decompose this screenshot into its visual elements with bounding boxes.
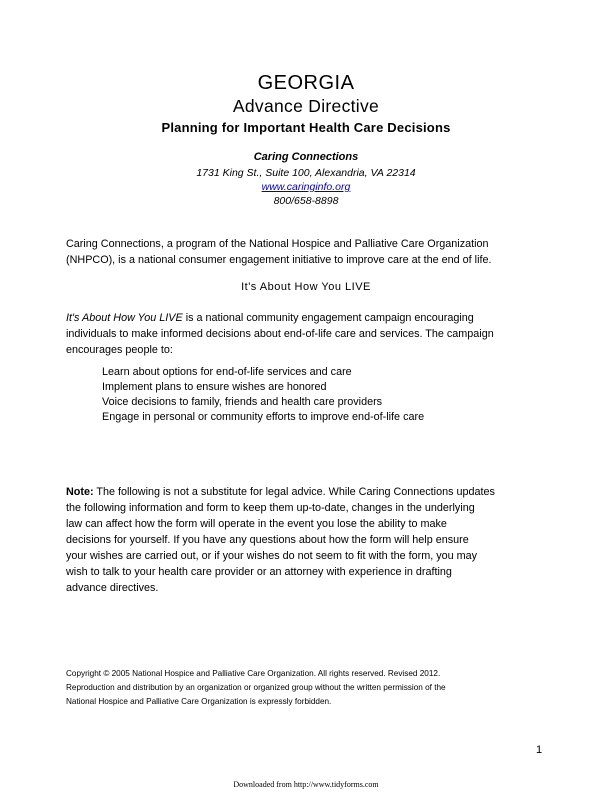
- document-subtitle: Planning for Important Health Care Decisions: [161, 120, 451, 135]
- note-line: law can affect how the form will operate in the event you lose the ability to make: [66, 518, 447, 530]
- download-link[interactable]: http://www.tidyforms.com: [293, 780, 379, 789]
- note-line-text: The following is not a substitute for legal advice. While Caring Connections updates: [93, 486, 495, 498]
- document-title: Advance Directive: [232, 96, 380, 116]
- copyright-line: National Hospice and Palliative Care Organization is expressly forbidden.: [66, 697, 332, 706]
- campaign-line: encourages people to:: [66, 344, 173, 356]
- list-item-initial: E: [102, 411, 110, 423]
- note-line: the following information and form to keep them up-to-date, changes in the underlying: [66, 502, 475, 514]
- note-line: advance directives.: [66, 582, 159, 594]
- campaign-line: [66, 310, 552, 326]
- download-prefix: Downloaded from: [233, 780, 294, 789]
- state-title: GEORGIA: [257, 72, 355, 94]
- copyright-line: Reproduction and distribution by an organization or organized group without the written permission of the: [66, 683, 446, 692]
- list-item-initial: I: [102, 381, 105, 393]
- list-item-text: oice decisions to family, friends and health care providers: [108, 396, 383, 408]
- section-heading: It's About How You LIVE: [241, 281, 371, 293]
- organization-address: 1731 King St., Suite 100, Alexandria, VA 22314: [196, 167, 416, 179]
- list-item-text: earn about options for end-of-life services and care: [108, 366, 352, 378]
- list-item-initial: L: [102, 366, 109, 378]
- list-item: [102, 395, 424, 410]
- organization-phone: 800/658-8898: [273, 195, 339, 207]
- campaign-line-text: is a national community engagement campaign encouraging: [182, 312, 474, 324]
- intro-paragraph: [66, 236, 552, 268]
- note-line: your wishes are carried out, or if your wishes do not seem to fit with the form, you may: [66, 550, 478, 562]
- note-line: decisions for yourself. If you have any questions about how the form will help ensure: [66, 534, 469, 546]
- list-item: [102, 365, 424, 380]
- intro-line: (NHPCO), is a national consumer engagement initiative to improve care at the end of life.: [66, 254, 492, 266]
- campaign-name: It's About How You LIVE: [66, 312, 183, 324]
- organization-name: Caring Connections: [253, 151, 359, 163]
- campaign-paragraph: [66, 310, 552, 358]
- note-line: [66, 484, 552, 500]
- organization-website-link[interactable]: www.caringinfo.org: [261, 181, 351, 193]
- copyright-notice: [66, 667, 546, 709]
- copyright-line: Copyright © 2005 National Hospice and Palliative Care Organization. All rights reserved. Revised 2012.: [66, 669, 441, 678]
- list-item-text: ngage in personal or community efforts to improve end-of-life care: [109, 411, 425, 423]
- intro-line: Caring Connections, a program of the National Hospice and Palliative Care Organization: [66, 238, 489, 250]
- note-label: Note:: [66, 486, 94, 498]
- list-item-text: mplement plans to ensure wishes are honored: [105, 381, 327, 393]
- list-item: [102, 380, 424, 395]
- list-item-initial: V: [102, 396, 109, 408]
- note-line: wish to talk to your health care provider or an attorney with experience in drafting: [66, 566, 452, 578]
- download-footer: [0, 780, 612, 789]
- list-item: [102, 410, 424, 425]
- note-paragraph: [66, 484, 552, 596]
- campaign-goals-list: [102, 365, 424, 425]
- campaign-line: individuals to make informed decisions about end-of-life care and services. The campaign: [66, 328, 494, 340]
- page-number: 1: [536, 744, 543, 756]
